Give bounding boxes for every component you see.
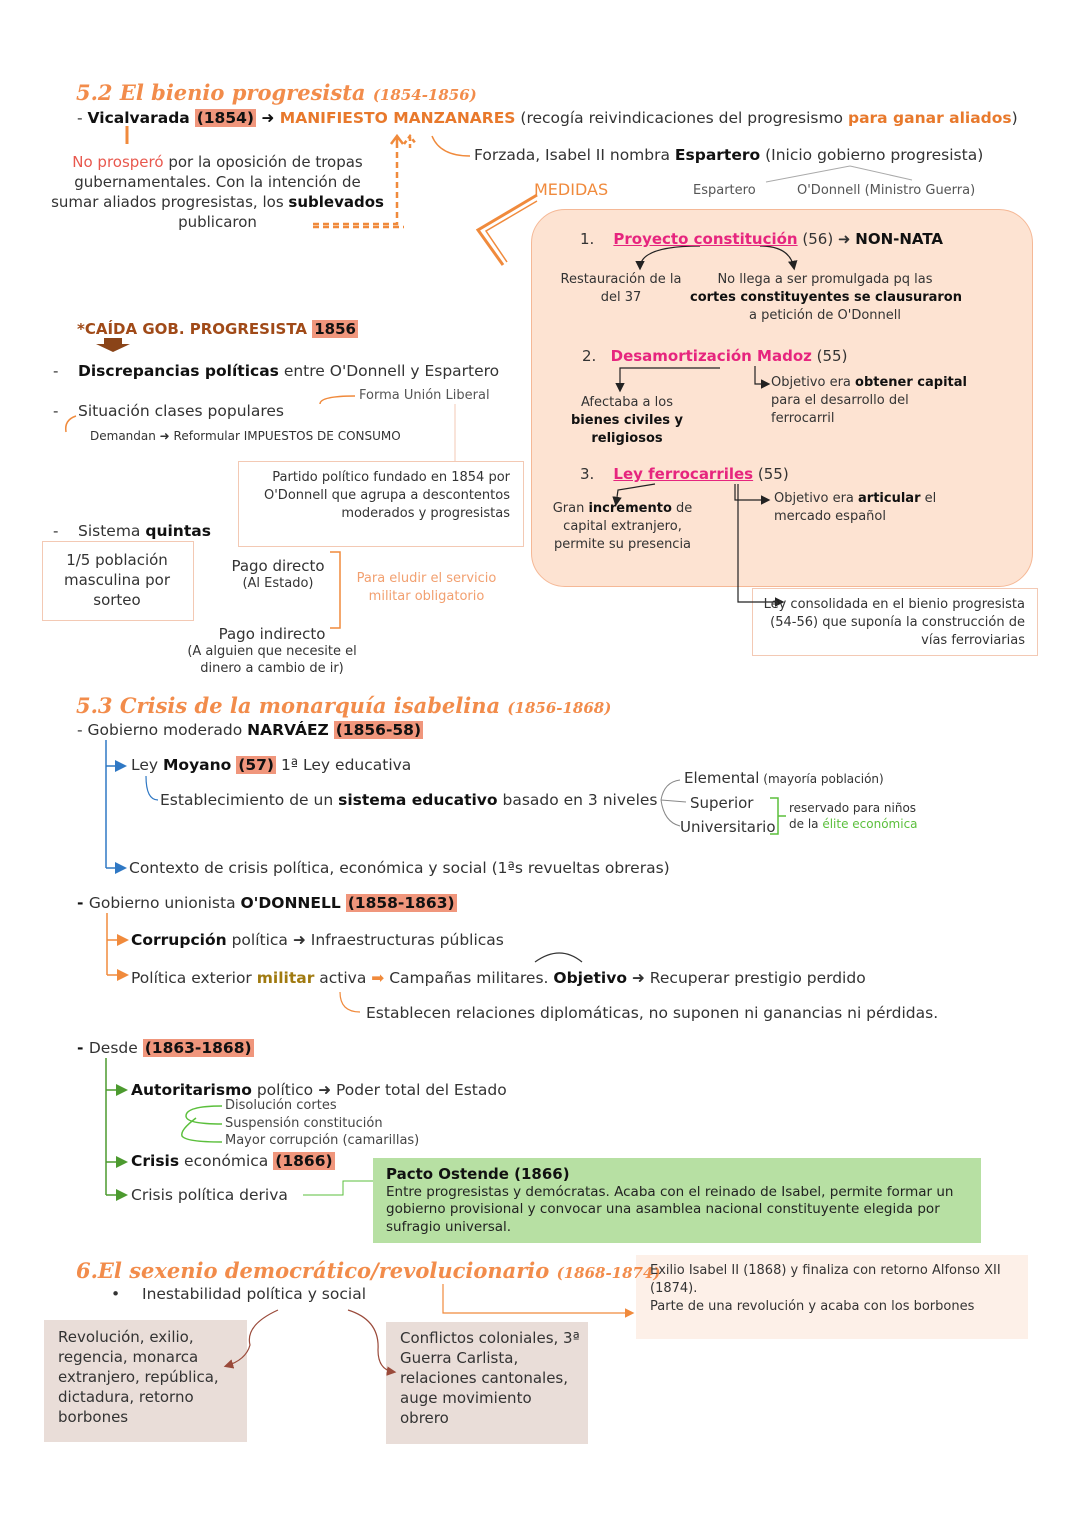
medidas-label: MEDIDAS: [534, 180, 609, 199]
pago-indirecto: Pago indirecto (A alguien que necesite el dinero a cambio de ir): [187, 625, 357, 676]
medida-3-incremento: Gran incremento de capital extranjero, permite su presencia: [552, 501, 693, 552]
demandan-line: Demandan ➜ Reformular IMPUESTOS DE CONSUMO: [90, 429, 401, 443]
espartero-label: Espartero: [693, 183, 756, 198]
no-prospero-text: No prosperó por la oposición de tropas gubernamentales. Con la intención de sumar aliados progresistas, los sublevados publicaron: [51, 153, 384, 231]
autoritarismo-items: Disolución cortes Suspensión constitución Mayor corrupción (camarillas): [225, 1098, 420, 1148]
medida-2-title: 2. Desamortización Madoz (55): [582, 347, 848, 365]
reservado-elite: reservado para niños de la élite económica: [789, 801, 918, 831]
medida-1-title: 1. Proyecto constitución (56) ➜ NON-NATA: [580, 230, 944, 248]
corrupcion-line: Corrupción política ➜ Infraestructuras públicas: [131, 931, 504, 949]
eludir-text: Para eludir el servicio militar obligatorio: [356, 571, 497, 604]
discrepancias-line: Discrepancias políticas entre O'Donnell y Espartero: [78, 362, 500, 380]
ley-moyano: Ley Moyano (57) 1ª Ley educativa: [131, 756, 412, 774]
odonnell-label: O'Donnell (Ministro Guerra): [797, 183, 976, 198]
forma-union-liberal: Forma Unión Liberal: [359, 388, 490, 403]
medida-3-title: 3. Ley ferrocarriles (55): [580, 465, 789, 483]
section-5-2-title: 5.2 El bienio progresista (1854-1856): [76, 80, 477, 105]
discrepancias-dash: -: [53, 362, 59, 380]
contexto-crisis: Contexto de crisis política, económica y social (1ªs revueltas obreras): [129, 859, 670, 877]
politica-exterior: Política exterior militar activa ➡ Campañas militares. Objetivo ➜ Recuperar prestigio perdido: [131, 969, 866, 987]
pacto-ostende: Pacto Ostende (1866) Entre progresistas y demócratas. Acaba con el reinado de Isabel, permite formar un gobierno provisional y convocar una asamblea nacional constituyente elegida por sufragio universal.: [386, 1165, 954, 1235]
desde-line: - Desde (1863-1868): [77, 1039, 252, 1057]
situacion-dash: -: [53, 402, 59, 420]
crisis-politica: Crisis política deriva: [131, 1186, 288, 1204]
quintas-dash: -: [53, 522, 59, 540]
autoritarismo-line: Autoritarismo político ➜ Poder total del Estado: [131, 1081, 507, 1099]
ley-consolidada-text: Ley consolidada en el bienio progresista (54-56) que suponía la construcción de vías ferroviarias: [763, 597, 1025, 648]
exilio-text: Exilio Isabel II (1868) y finaliza con retorno Alfonso XII (1874). Parte de una revolución y acaba con los borbones: [650, 1263, 1001, 1314]
crisis-economica: Crisis económica (1866): [131, 1152, 333, 1170]
inestabilidad: Inestabilidad política y social: [142, 1285, 367, 1303]
bullet: •: [111, 1285, 121, 1303]
quintas-line: Sistema quintas: [78, 522, 211, 540]
caida-title: *CAÍDA GOB. PROGRESISTA 1856: [77, 320, 356, 338]
sexenio-text-2: Conflictos coloniales, 3ª Guerra Carlista, relaciones cantonales, auge movimiento obrero: [400, 1329, 580, 1427]
pago-directo: Pago directo (Al Estado): [231, 557, 325, 591]
situacion-line: Situación clases populares: [78, 402, 284, 420]
relaciones-diplomaticas: Establecen relaciones diplomáticas, no suponen ni ganancias ni pérdidas.: [366, 1004, 939, 1022]
nivel-universitario: Universitario: [680, 818, 776, 836]
medida-3-objetivo: Objetivo era articular el mercado español: [774, 491, 937, 524]
medida-1-detalle: No llega a ser promulgada pq las cortes constituyentes se clausuraron a petición de O'Donnell: [690, 272, 962, 323]
section-6-title: 6.El sexenio democrático/revolucionario (1868-1874): [76, 1258, 661, 1283]
gobierno-moderado: - Gobierno moderado NARVÁEZ (1856-58): [77, 721, 422, 739]
medida-2-afectaba: Afectaba a los bienes civiles y religiosos: [570, 395, 684, 446]
nivel-elemental: Elemental (mayoría población): [684, 769, 884, 787]
partido-text: Partido político fundado en 1854 por O'Donnell que agrupa a descontentos moderados y progresistas: [264, 470, 510, 521]
gobierno-unionista: - Gobierno unionista O'DONNELL (1858-1863): [77, 894, 455, 912]
section-5-3-title: 5.3 Crisis de la monarquía isabelina (1856-1868): [76, 693, 612, 718]
nivel-superior: Superior: [690, 794, 754, 812]
quinta-text: 1/5 población masculina por sorteo: [63, 551, 171, 609]
sistema-educativo: Establecimiento de un sistema educativo basado en 3 niveles: [160, 791, 658, 809]
forzada-line: Forzada, Isabel II nombra Espartero (Inicio gobierno progresista): [474, 146, 984, 164]
medida-1-restauracion: Restauración de la del 37: [560, 272, 682, 305]
medida-2-objetivo: Objetivo era obtener capital para el desarrollo del ferrocarril: [771, 375, 967, 426]
vicalvarada-line: - Vicalvarada (1854) ➜ MANIFIESTO MANZANARES (recogía reivindicaciones del progresismo para ganar aliados): [77, 109, 1018, 127]
sexenio-text-1: Revolución, exilio, regencia, monarca extranjero, república, dictadura, retorno borbones: [58, 1328, 219, 1426]
